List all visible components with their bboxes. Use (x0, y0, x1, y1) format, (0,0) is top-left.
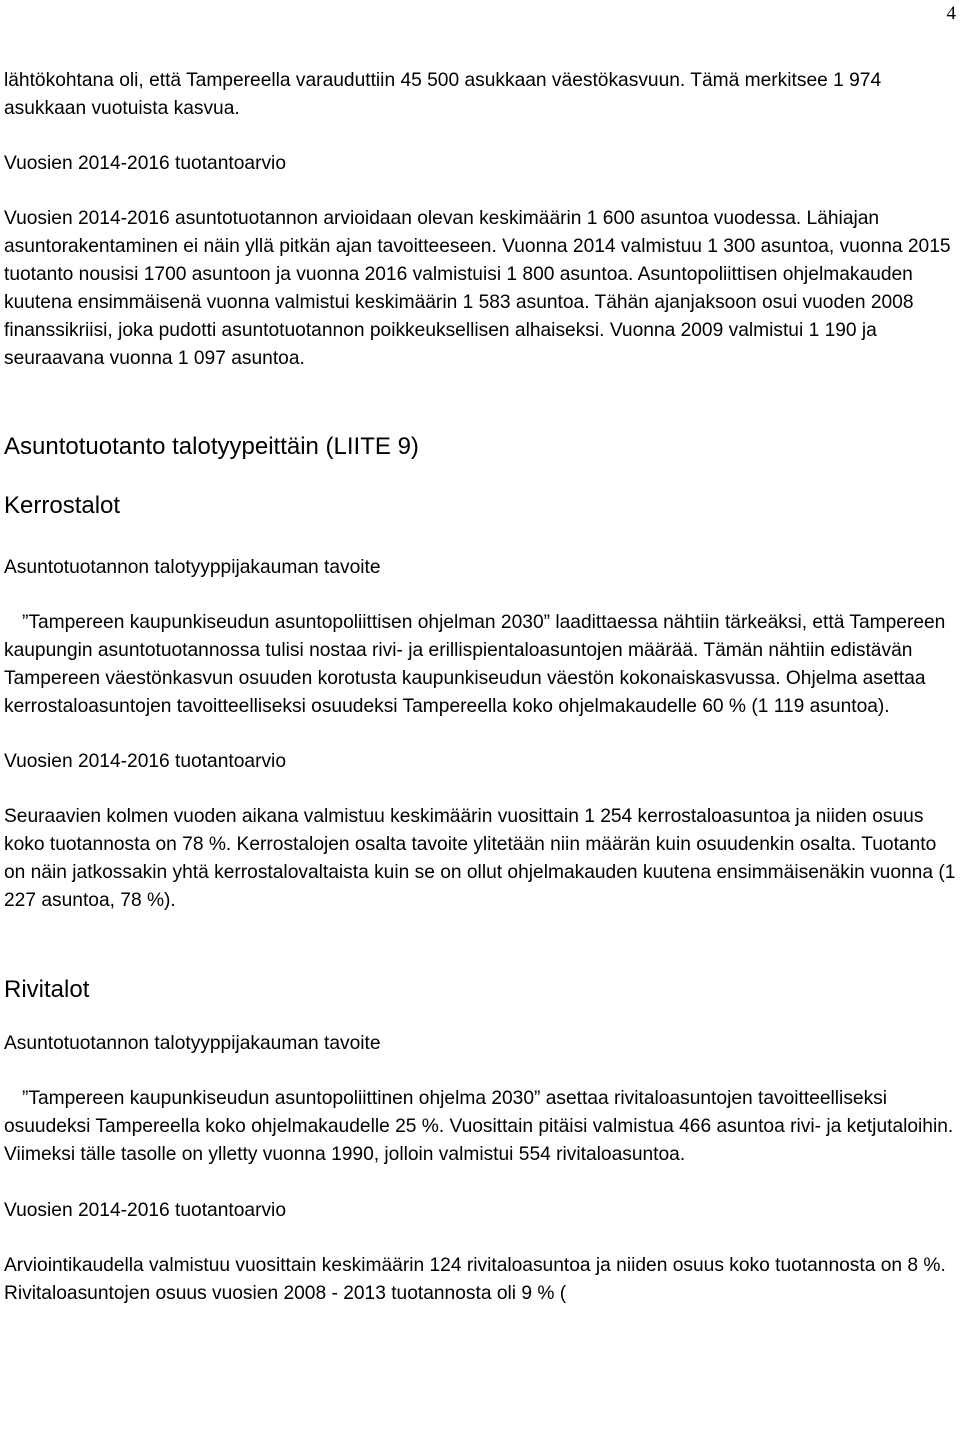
subheading-target-1: Asuntotuotannon talotyyppijakauman tavoite (4, 557, 381, 578)
subheading-production-estimate-2: Vuosien 2014-2016 tuotantoarvio (4, 751, 286, 772)
heading-kerrostalot: Kerrostalot (4, 492, 121, 519)
paragraph-kerrostalo-estimate: Seuraavien kolmen vuoden aikana valmistuu keskimäärin vuosittain 1 254 kerrostaloasuntoa ja niiden osuus koko tuotannosta on 78 %. Kerrostalojen osalta tavoite ylitetään niin määrän kuin osuudenkin osalta. Tuotanto on näin jatkossakin yhtä kerrostalovaltaista kuin se on ollut ohjelmakauden kuutena ensimmäisenäkin vuonna (1 227 asuntoa, 78 %). (4, 806, 956, 911)
section-heading: Asuntotuotanto talotyypeittäin (LIITE 9) (4, 433, 419, 460)
paragraph-kerrostalo-target: ”Tampereen kaupunkiseudun asuntopoliittisen ohjelman 2030” laadittaessa nähtiin tärkeäksi, että Tampereen kaupungin asuntotuotannossa tulisi nostaa rivi- ja erillispientaloasuntojen määrää. Tämän nähtiin edistävän Tampereen väestönkasvun osuuden korotusta kaupunkiseudun väestön kokonaiskasvussa. Ohjelma asettaa kerrostaloasuntojen tavoitteelliseksi osuudeksi Tampereella koko ohjelmakaudelle 60 % (1 119 asuntoa). (4, 612, 946, 717)
subheading-production-estimate-1: Vuosien 2014-2016 tuotantoarvio (4, 153, 286, 174)
document-body (4, 67, 956, 1308)
subheading-production-estimate-3: Vuosien 2014-2016 tuotantoarvio (4, 1200, 286, 1221)
paragraph-rivitalo-estimate: Arviointikaudella valmistuu vuosittain keskimäärin 124 rivitaloasuntoa ja niiden osuus koko tuotannosta on 8 %. Rivitaloasuntojen osuus vuosien 2008 - 2013 tuotannosta oli 9 % ( (4, 1255, 946, 1304)
paragraph-intro: lähtökohtana oli, että Tampereella varauduttiin 45 500 asukkaan väestökasvuun. Tämä merkitsee 1 974 asukkaan vuotuista kasvua. (4, 70, 882, 119)
page-number: 4 (946, 3, 956, 24)
subheading-target-2: Asuntotuotannon talotyyppijakauman tavoite (4, 1033, 381, 1054)
heading-rivitalot: Rivitalot (4, 976, 90, 1003)
paragraph-rivitalo-target: ”Tampereen kaupunkiseudun asuntopoliittinen ohjelma 2030” asettaa rivitaloasuntojen tavoitteelliseksi osuudeksi Tampereella koko ohjelmakaudelle 25 %. Vuosittain pitäisi valmistua 466 asuntoa rivi- ja ketjutaloihin. Viimeksi tälle tasolle on ylletty vuonna 1990, jolloin valmistui 554 rivitaloasuntoa. (4, 1088, 954, 1165)
paragraph-production-estimate: Vuosien 2014-2016 asuntotuotannon arvioidaan olevan keskimäärin 1 600 asuntoa vuodessa. Lähiajan asuntorakentaminen ei näin yllä pitkän ajan tavoitteeseen. Vuonna 2014 valmistuu 1 300 asuntoa, vuonna 2015 tuotanto nousisi 1700 asuntoon ja vuonna 2016 valmistuisi 1 800 asuntoa. Asuntopoliittisen ohjelmakauden kuutena ensimmäisenä vuonna valmistui keskimäärin 1 583 asuntoa. Tähän ajanjaksoon osui vuoden 2008 finanssikriisi, joka pudotti asuntotuotannon poikkeuksellisen alhaiseksi. Vuonna 2009 valmistui 1 190 ja seuraavana vuonna 1 097 asuntoa. (4, 208, 951, 369)
